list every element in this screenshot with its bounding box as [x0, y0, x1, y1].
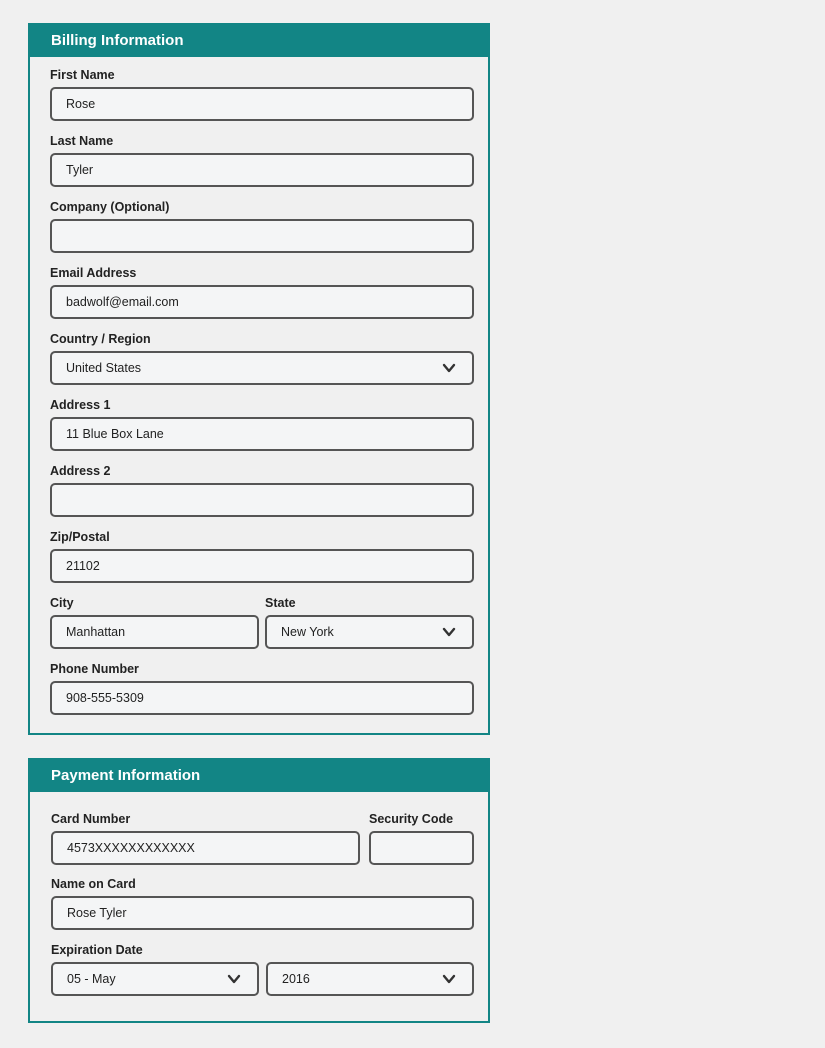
address1-field [50, 398, 474, 451]
billing-panel [28, 23, 490, 735]
country-field [50, 332, 474, 385]
expiration-label: Expiration Date [51, 943, 143, 957]
email-input[interactable]: badwolf@email.com [50, 285, 474, 319]
card-number-label: Card Number [51, 812, 131, 826]
expiration-year-value: 2016 [282, 972, 310, 986]
address1-label: Address 1 [50, 398, 111, 412]
expiration-month-select[interactable] [51, 962, 259, 996]
zip-field [50, 530, 474, 583]
city-input[interactable]: Manhattan [50, 615, 259, 649]
address2-label: Address 2 [50, 464, 111, 478]
security-code-field [369, 812, 474, 865]
security-code-input[interactable] [369, 831, 474, 865]
country-label: Country / Region [50, 332, 151, 346]
first-name-field [50, 68, 474, 121]
state-label: State [265, 596, 296, 610]
phone-field [50, 662, 474, 715]
address2-field [50, 464, 474, 517]
payment-panel [28, 758, 490, 1023]
last-name-field [50, 134, 474, 187]
last-name-label: Last Name [50, 134, 114, 148]
address1-input[interactable]: 11 Blue Box Lane [50, 417, 474, 451]
expiration-field [51, 943, 474, 996]
phone-label: Phone Number [50, 662, 139, 676]
name-on-card-field [51, 877, 474, 930]
country-select[interactable] [50, 351, 474, 385]
company-label: Company (Optional) [50, 200, 170, 214]
email-field [50, 266, 474, 319]
card-number-field [51, 812, 360, 865]
phone-input[interactable]: 908-555-5309 [50, 681, 474, 715]
state-value: New York [281, 625, 334, 639]
company-input[interactable] [50, 219, 474, 253]
name-on-card-label: Name on Card [51, 877, 136, 891]
name-on-card-input[interactable]: Rose Tyler [51, 896, 474, 930]
chevron-down-icon[interactable] [227, 972, 241, 986]
last-name-input[interactable]: Tyler [50, 153, 474, 187]
first-name-input[interactable]: Rose [50, 87, 474, 121]
zip-label: Zip/Postal [50, 530, 110, 544]
state-field [265, 596, 474, 649]
chevron-down-icon[interactable] [442, 625, 456, 639]
chevron-down-icon[interactable] [442, 972, 456, 986]
expiration-year-select[interactable] [266, 962, 474, 996]
security-code-label: Security Code [369, 812, 454, 826]
expiration-month-value: 05 - May [67, 972, 116, 986]
billing-title: Billing Information [30, 25, 488, 57]
payment-title: Payment Information [30, 760, 488, 792]
first-name-label: First Name [50, 68, 115, 82]
city-field [50, 596, 259, 649]
company-field [50, 200, 474, 253]
country-value: United States [66, 361, 142, 375]
chevron-down-icon[interactable] [442, 361, 456, 375]
card-number-input[interactable]: 4573XXXXXXXXXXXX [51, 831, 360, 865]
city-label: City [50, 596, 74, 610]
zip-input[interactable]: 21102 [50, 549, 474, 583]
state-select[interactable] [265, 615, 474, 649]
address2-input[interactable] [50, 483, 474, 517]
email-label: Email Address [50, 266, 137, 280]
